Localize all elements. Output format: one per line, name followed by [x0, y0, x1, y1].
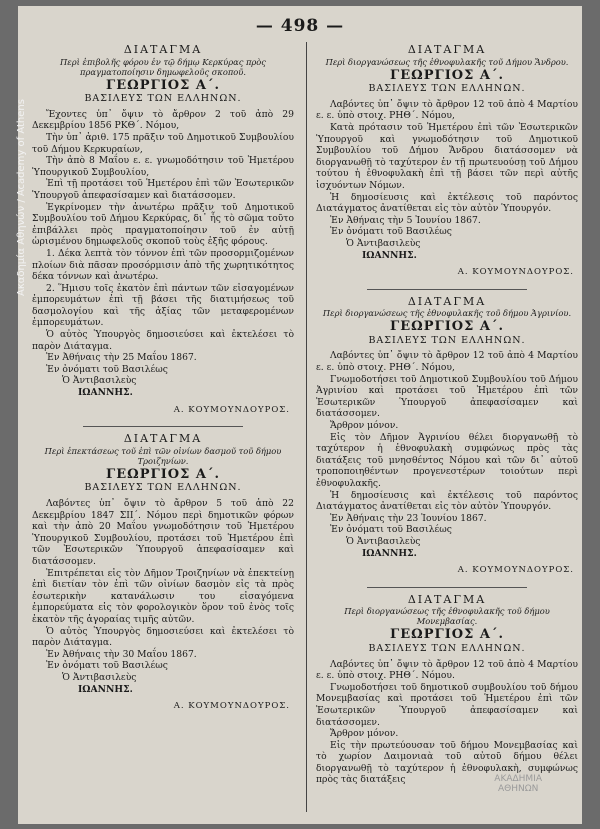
decree-paragraph: Τὴν ἀπὸ 8 Μαΐου ε. ε. γνωμοδότησιν τοῦ Ἡμετέρου Ὑπουργικοῦ Συμβουλίου, — [32, 155, 294, 178]
decree-heading: ΔΙΑΤΑΓΜΑ — [407, 592, 487, 606]
decree-title: ΒΑΣΙΛΕΥΣ ΤΩΝ ΕΛΛΗΝΩΝ. — [84, 93, 242, 105]
decree-signature-line: ΙΩΑΝΝΗΣ. — [78, 683, 133, 695]
decree-signature-line: Ὁ Ἀντιβασιλεὺς — [346, 535, 421, 547]
library-watermark: ΑΚΑΔΗΜΙΑ ΑΘΗΝΩΝ — [494, 774, 542, 794]
decree-paragraph: Ἡ δημοσίευσις καὶ ἐκτέλεσις τοῦ παρόντος Διατάγματος ἀνατίθεται εἰς τὸν αὐτὸν Ὑπουργόν. — [316, 489, 578, 513]
decree-title: ΒΑΣΙΛΕΥΣ ΤΩΝ ΕΛΛΗΝΩΝ. — [368, 83, 526, 95]
decree-paragraph: Τὴν ὑπ᾿ ἀριθ. 175 πρᾶξιν τοῦ Δημοτικοῦ Συμβουλίου τοῦ Δήμου Κερκυραίων, — [32, 131, 294, 155]
decree-king: ΓΕΩΡΓΙΟΣ Α΄. — [390, 627, 504, 643]
decree-king: ΓΕΩΡΓΙΟΣ Α΄. — [390, 67, 504, 83]
decree-king: ΓΕΩΡΓΙΟΣ Α΄. — [390, 319, 504, 335]
decree-signature-line: Ἐν ὀνόματι τοῦ Βασιλέως — [330, 524, 452, 536]
decree-paragraph: 1. Δέκα λεπτὰ τὸν τόννον ἐπὶ τῶν προσορμιζομένων πλοίων διὰ πᾶσαν προσόρμισιν ἀπὸ τῆς χωρητικότητος δέκα τόννων καὶ ἀνωτέρω. — [32, 247, 294, 283]
decree-signature-line: Ἐν ὀνόματι τοῦ Βασιλέως — [330, 226, 452, 238]
decree-minister: Α. ΚΟΥΜΟΥΝΔΟΥΡΟΣ. — [457, 565, 574, 576]
decree-signature-line: ΙΩΑΝΝΗΣ. — [78, 387, 133, 399]
decree-separator — [83, 426, 243, 427]
decree-paragraph: Εἰς τὴν πρωτεύουσαν τοῦ δήμου Μονεμβασίας καὶ τὸ χωρίον Δαιμονιαὰ τοῦ αὐτοῦ δήμου θέλει διοργανωθῇ τὸ ταχύτερον ἡ ἐθνοφυλακὴ, συμφώνως πρὸς τὰς διατάξεις — [316, 739, 578, 786]
decree-minister: Α. ΚΟΥΜΟΥΝΔΟΥΡΟΣ. — [457, 267, 574, 278]
decree-subject: Περὶ διοργανώσεως τῆς ἐθνοφυλακῆς τοῦ Δήμου Ἄνδρου. — [325, 56, 569, 67]
decree-heading: ΔΙΑΤΑΓΜΑ — [123, 432, 203, 446]
column-divider — [306, 42, 307, 812]
decree-paragraph: Κατὰ πρότασιν τοῦ Ἡμετέρου ἐπὶ τῶν Ἐσωτερικῶν Ὑπουργοῦ καὶ γνωμοδότησιν τοῦ Δημοτικοῦ Συμβουλίου τοῦ Δήμου Ἄνδρου διατάσσομεν νὰ διοργανωθῇ τὸ ταχύτερον ἐν τῇ πρωτευούσῃ τοῦ Δήμου τούτου ἡ ἐθνοφυλακὴ ἐπὶ τῇ βάσει τῶν περὶ αὐτῆς ἰσχυόντων Νόμων. — [316, 121, 578, 191]
decree-signature-line: ΙΩΑΝΝΗΣ. — [362, 249, 417, 261]
decree-title: ΒΑΣΙΛΕΥΣ ΤΩΝ ΕΛΛΗΝΩΝ. — [368, 642, 526, 654]
decree-paragraph: Εἰς τὸν Δῆμον Ἀγρινίου θέλει διοργανωθῇ τὸ ταχύτερον ἡ ἐθνοφυλακὴ συμφώνως πρὸς τὰς διατάξεις τοῦ μνησθέντος Νόμου καὶ τῶν δι᾿ αὐτοῦ τροποποιηθέντων προγενεστέρων τοιούτων περὶ ἐθνοφυλακῆς. — [316, 431, 578, 489]
decree-paragraph: Ἡ δημοσίευσις καὶ ἐκτέλεσις τοῦ παρόντος Διατάγματος ἀνατίθεται εἰς τὸν αὐτὸν Ὑπουργόν. — [316, 191, 578, 215]
decree-paragraph: Ἐν Ἀθήναις τὴν 23 Ἰουνίου 1867. — [330, 512, 487, 524]
archive-sidebar-label: Ακαδημία Αθηνών / Academy of Athens — [16, 99, 27, 296]
decree-paragraph: Ἐν Ἀθήναις τὴν 5 Ἰουνίου 1867. — [330, 214, 481, 226]
decree — [316, 296, 578, 577]
decree-paragraph: Λαβόντες ὑπ᾿ ὄψιν τὸ ἄρθρον 5 τοῦ ἀπὸ 22 Δεκεμβρίου 1847 ΣΙΙ΄. Νόμου περὶ δημοτικῶν φόρων καὶ τὴν ἀπὸ 20 Μαΐου γνωμοδότησιν τοῦ Ἡμετέρου Ὑπουργικοῦ Συμβουλίου, προτάσει τοῦ Ἡμετέρου ἐπὶ τῶν Ἐσωτερικῶν Ὑπουργοῦ ἀπεφασίσαμεν καὶ διατάσσομεν. — [32, 498, 294, 567]
decree-minister: Α. ΚΟΥΜΟΥΝΔΟΥΡΟΣ. — [173, 701, 290, 712]
decree-separator — [367, 587, 527, 588]
decree-heading: ΔΙΑΤΑΓΜΑ — [407, 43, 487, 56]
page-number: — 498 — — [255, 16, 345, 36]
decree-paragraph: Ἐπιτρέπεται εἰς τὸν Δῆμον Τροιζηνίων νὰ ἐπεκτείνῃ ἐπὶ διετίαν τὸν ἐπὶ τῶν οἰνίων δασμὸν εἰς τὰ πρὸς ἐσωτερικὴν κατανάλωσιν του εἰσαγόμενα ἐμπορεύματα εἰς τὸν φορολογικὸν ὅρον τοῦ ἑνὸς τοῖς ἑκατὸν τῆς ἀγοραίας τιμῆς αὐτῶν. — [32, 567, 294, 625]
decree-minister: Α. ΚΟΥΜΟΥΝΔΟΥΡΟΣ. — [173, 404, 290, 415]
decree-subject: Περὶ διοργανώσεως τῆς ἐθνοφυλακῆς τοῦ δήμου Ἀγρινίου. — [322, 308, 572, 319]
decree — [32, 44, 294, 416]
decree-signature-line: Ἐν ὀνόματι τοῦ Βασιλέως — [46, 660, 168, 672]
decree-paragraph: Γνωμοδοτήσει τοῦ δημοτικοῦ συμβουλίου τοῦ δήμου Μονεμβασίας καὶ προτάσει τοῦ Ἡμετέρου ἐπὶ τῶν Ἐσωτερικῶν Ὑπουργοῦ ἀπεφασίσαμεν καὶ διατάσσομεν. — [316, 681, 578, 728]
decree-paragraph: Ἄρθρον μόνον. — [330, 728, 399, 740]
decree-paragraph: Ἐν Ἀθήναις τὴν 30 Μαΐου 1867. — [46, 648, 197, 660]
decree-signature-line: Ἐν ὀνόματι τοῦ Βασιλέως — [46, 363, 168, 375]
decree-signature-line: Ὁ Ἀντιβασιλεὺς — [346, 237, 421, 249]
decree-paragraph: Ἐν Ἀθήναις τὴν 25 Μαΐου 1867. — [46, 352, 197, 364]
decree — [32, 433, 294, 712]
document-page — [18, 6, 582, 824]
decree-king: ΓΕΩΡΓΙΟΣ Α΄. — [106, 466, 220, 482]
decree — [316, 44, 578, 279]
left-column — [32, 42, 294, 812]
decree-paragraph: Ἄρθρον μόνον. — [330, 420, 399, 432]
decree-subject: Περὶ ἐπεκτάσεως τοῦ ἐπὶ τῶν οἰνίων δασμοῦ τοῦ δήμου Τροιζηνίων. — [44, 445, 282, 466]
decree-subject: Περὶ ἐπιβολῆς φόρου ἐν τῷ δήμῳ Κερκύρας πρὸς πραγματοποίησιν δημωφελοῦς σκοποῦ. — [60, 56, 266, 77]
decree-signature-line: Ὁ Ἀντιβασιλεὺς — [62, 375, 137, 387]
decree — [316, 594, 578, 786]
decree-paragraph: Λαβόντες ὑπ᾿ ὄψιν τὸ ἄρθρον 12 τοῦ ἀπὸ 4 Μαρτίου ε. ε. ὑπὸ στοιχ. ΡΗΘ΄. Νόμου. — [316, 658, 578, 682]
decree-title: ΒΑΣΙΛΕΥΣ ΤΩΝ ΕΛΛΗΝΩΝ. — [84, 482, 242, 494]
decree-paragraph: Ἐγκρίνομεν τὴν ἀνωτέρω πρᾶξιν τοῦ Δημοτικοῦ Συμβουλίου τοῦ Δήμου Κερκύρας, δι᾿ ἧς τὸ σῶμα τοῦτο ἐπιβάλλει πρὸς πραγματοποίησιν τοῦ ἐν αὐτῇ ὡρισμένου δημωφελοῦς σκοποῦ τοὺς ἑξῆς φόρους. — [32, 201, 294, 248]
decree-signature-line: Ὁ Ἀντιβασιλεὺς — [62, 671, 137, 683]
decree-paragraph: 2. Ἥμισυ τοῖς ἑκατὸν ἐπὶ πάντων τῶν εἰσαγομένων ἐμπορευμάτων ἐπὶ τῇ βάσει τῆς διατιμήσεως τοῦ δασμολογίου καὶ τῆς ἀξίας τῶν μεταφερομένων ἐμπορευμάτων. — [32, 282, 294, 329]
decree-separator — [367, 289, 527, 290]
decree-heading: ΔΙΑΤΑΓΜΑ — [407, 294, 487, 308]
decree-paragraph: Λαβόντες ὑπ᾿ ὄψιν τὸ ἄρθρον 12 τοῦ ἀπὸ 4 Μαρτίου ε. ε. ὑπὸ στοιχ. ΡΗΘ΄. Νόμου, — [316, 350, 578, 374]
decree-paragraph: Ἔχοντες ὑπ᾿ ὄψιν τὸ ἄρθρον 2 τοῦ ἀπὸ 29 Δεκεμβρίου 1856 ΡΚΘ΄. Νόμου, — [32, 108, 294, 132]
decree-title: ΒΑΣΙΛΕΥΣ ΤΩΝ ΕΛΛΗΝΩΝ. — [368, 334, 526, 346]
decree-heading: ΔΙΑΤΑΓΜΑ — [123, 43, 203, 56]
decree-paragraph: Ἐπὶ τῇ προτάσει τοῦ Ἡμετέρου ἐπὶ τῶν Ἐσωτερικῶν Ὑπουργοῦ ἀπεφασίσαμεν καὶ διατάσσομεν. — [32, 178, 294, 201]
decree-paragraph: Γνωμοδοτήσει τοῦ Δημοτικοῦ Συμβουλίου τοῦ Δήμου Ἀγρινίου καὶ προτάσει τοῦ Ἡμετέρου ἐπὶ τῶν Ἐσωτερικῶν Ὑπουργοῦ ἀπεφασίσαμεν καὶ διατάσσομεν. — [316, 373, 578, 420]
decree-paragraph: Ὁ αὐτὸς Ὑπουργὸς δημοσιεύσει καὶ ἐκτελέσει τὸ παρὸν Διάταγμα. — [32, 625, 294, 649]
decree-paragraph: Λαβόντες ὑπ᾿ ὄψιν τὸ ἄρθρον 12 τοῦ ἀπὸ 4 Μαρτίου ε. ε. ὑπὸ στοιχ. ΡΗΘ΄. Νόμου, — [316, 98, 578, 122]
decree-signature-line: ΙΩΑΝΝΗΣ. — [362, 547, 417, 559]
right-column — [316, 42, 578, 812]
decree-paragraph: Ὁ αὐτὸς Ὑπουργὸς δημοσιεύσει καὶ ἐκτελέσει τὸ παρὸν Διάταγμα. — [32, 329, 294, 352]
decree-subject: Περὶ διοργανώσεως τῆς ἐθνοφυλακῆς τοῦ δήμου Μονεμβασίας. — [344, 606, 550, 627]
decree-king: ΓΕΩΡΓΙΟΣ Α΄. — [106, 77, 220, 93]
